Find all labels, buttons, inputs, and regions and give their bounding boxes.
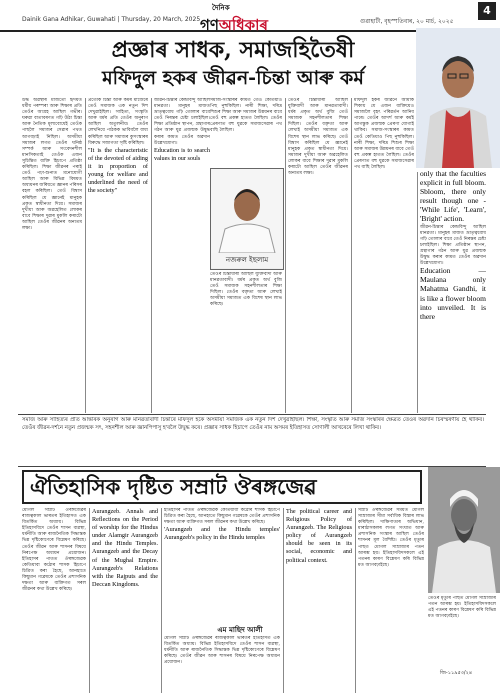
article2-headline: ঐতিহাসিক দৃষ্টিত সম্ৰাট ঔৰঙ্গজেৱ	[22, 470, 422, 504]
article1-col3-text: জীৱন-চিন্তাৰ কেন্দ্ৰবিন্দু আছিল মানৱতা। মানুহৰ মাজত ভ্ৰাতৃত্ববোধ গঢ়ি তোলাৰ বাবে তেওঁ নিৰন্তৰ চেষ্টা চলাইছিল। শিক্ষা প্ৰতিষ্ঠান স্থাপন, গ্ৰন্থাগাৰ গঠন আৰু যুৱ প্ৰজন্মক উদ্বুদ্ধ কৰাৰ কামত তেওঁৰ অৱদান উল্লেখযোগ্য।	[154, 98, 210, 146]
article1-headline	[28, 36, 438, 92]
column-divider	[161, 508, 162, 693]
article1-col4-bottom-text: তেওঁৰ চিন্তাধাৰা আছিল যুক্তিবাদী আৰু মানৱতাবাদী। ধৰ্মৰ প্ৰকৃত অৰ্থ বুজি তেওঁ সমাজক সহনশীলতাৰ শিক্ষা দিছিল। তেওঁৰ বক্তৃতা আৰু লেখাই অসমীয়া সমাজত এক বিশেষ স্থান লাভ কৰিছে।	[210, 272, 282, 308]
author-photo	[210, 168, 284, 270]
aurangzeb-portrait-illustration	[428, 467, 500, 593]
article1-col3-quote: Education is to search values in our souls	[154, 146, 210, 162]
article1-col5-text: তেওঁৰ চিন্তাধাৰা আছিল যুক্তিবাদী আৰু মানৱতাবাদী। ধৰ্মৰ প্ৰকৃত অৰ্থ বুজি তেওঁ সমাজক সহনশীলতাৰ শিক্ষা দিছিল। তেওঁৰ বক্তৃতা আৰু লেখাই অসমীয়া সমাজত এক বিশেষ স্থান লাভ কৰিছে।	[288, 98, 348, 140]
article2-col3-bottom-text: মোগল সম্ৰাট ঔৰঙ্গজেৱৰ ৰাজত্বকাল ভাৰতৰ ইতিহাসত এক বিতৰ্কিত অধ্যায়। বিভিন্ন ইতিহাসবিদে তেওঁৰ শাসন ব্যৱস্থা, ধৰ্মনীতি আৰু ৰাজনৈতিক সিদ্ধান্তক ভিন্ন দৃষ্টিকোণেৰে বিশ্লেষণ কৰিছে। তেওঁৰ জীৱন আৰু শাসনৰ বিষয়ে নিৰপেক্ষ অধ্যয়ন প্ৰয়োজন।	[164, 636, 280, 666]
masthead-date-line: Dainik Gana Adhikar, Guwahati | Thursday, 20 March, 2025	[22, 16, 201, 23]
article2-column-5	[358, 508, 424, 693]
column-divider	[89, 508, 90, 693]
person-photo-illustration	[416, 28, 500, 168]
article1-column-4-top	[210, 98, 282, 164]
article1-headline-line1: প্ৰজ্ঞাৰ সাধক, সমাজহিতৈষী	[111, 37, 355, 63]
page-number: 4	[478, 2, 496, 20]
article1-col7-text: জীৱন-চিন্তাৰ কেন্দ্ৰবিন্দু আছিল মানৱতা। মানুহৰ মাজত ভ্ৰাতৃত্ববোধ গঢ়ি তোলাৰ বাবে তেওঁ নিৰন্তৰ চেষ্টা চলাইছিল। শিক্ষা প্ৰতিষ্ঠান স্থাপন, গ্ৰন্থাগাৰ গঠন আৰু যুৱ প্ৰজন্মক উদ্বুদ্ধ কৰাৰ কামত তেওঁৰ অৱদান উল্লেখযোগ্য।	[420, 224, 486, 267]
article2-col1-text: মোগল সম্ৰাট ঔৰঙ্গজেৱৰ ৰাজত্বকাল ভাৰতৰ ইতিহাসত এক বিতৰ্কিত অধ্যায়। বিভিন্ন ইতিহাসবিদে তেওঁৰ শাসন ব্যৱস্থা, ধৰ্মনীতি আৰু ৰাজনৈতিক সিদ্ধান্তক ভিন্ন দৃষ্টিকোণেৰে বিশ্লেষণ কৰিছে। তেওঁৰ জীৱন আৰু শাসনৰ বিষয়ে নিৰপেক্ষ অধ্যয়ন প্ৰয়োজন।	[22, 508, 86, 556]
paper-name-part1: গণ	[200, 16, 219, 34]
article1-column-6	[354, 98, 414, 413]
article2-col3-text: ইতিহাসৰ পাতত ঔৰঙ্গজেৱক কেতিয়াবা কঠোৰ শাসক হিচাপে চিত্ৰিত কৰা হৈছে, আনহাতে কিছুমান গৱেষকে তেওঁৰ প্ৰশাসনিক দক্ষতা আৰু ব্যক্তিগত সৰল জীৱনৰ কথা উল্লেখ কৰিছে।	[164, 508, 280, 526]
column-divider	[351, 98, 352, 413]
aurangzeb-portrait	[428, 467, 500, 593]
article2-col5-text-b: তেওঁৰ মৃত্যুৰ পাছত মোগল সাম্ৰাজ্যৰ পতন আৰম্ভ হয়। ইতিহাসবিদসকলে এই পতনৰ কাৰণ বিশ্লেষণ কৰি বিভিন্ন মত আগবঢ়াইছে।	[358, 538, 424, 568]
column-divider	[151, 98, 152, 413]
article2-col2-text: Aurangzeb. Annals and Reflections on the Period of worship for the Hindus under Alamgir Aurangzeb and the Hindu Temples. Aurangzeb and the Decay of the Mughal Empire. Aurangzeb's Relations with the Rajputs and the Deccan Kingdoms.	[92, 508, 158, 588]
article1-headline-line2: মফিদুল হকৰ জীৱন-চিন্তা আৰু কৰ্ম	[102, 67, 364, 89]
article1-col1-text-b: তেওঁ বিশ্বাস কৰিছিল যে জ্ঞানেই মানুহক প্ৰকৃত স্বাধীনতা দিয়ে। সমাজৰ দুখীয়া আৰু অৱহেলিত লোকৰ বাবে শিক্ষাৰ দুৱাৰ মুকলি কৰাটো আছিল তেওঁৰ জীৱনৰ অন্যতম লক্ষ্য।	[22, 189, 82, 231]
article1-col6-text-b: সমাজ-সংস্কাৰৰ কামত তেওঁ কেতিয়াও পিছ নুহুকিছিল। নাৰী শিক্ষা, দৰিদ্ৰ শিশুৰ শিক্ষা আৰু সমাজৰ উন্নয়নৰ বাবে তেওঁ বহু প্ৰকল্প হাতত লৈছিল। তেওঁৰ প্ৰেৰণাত বহু যুৱকে সমাজসেৱাৰ পথ বাছি লৈছিল।	[354, 128, 414, 171]
article1-column-3	[154, 98, 210, 413]
section-divider	[18, 414, 486, 415]
author-caption: নজৰুল ইছলাম	[211, 253, 283, 268]
column-divider	[283, 508, 284, 693]
article2-col6-text: তেওঁৰ মৃত্যুৰ পাছত মোগল সাম্ৰাজ্যৰ পতন আৰম্ভ হয়। ইতিহাসবিদসকলে এই পতনৰ কাৰণ বিশ্লেষণ কৰি বিভিন্ন মত আগবঢ়াইছে।	[428, 596, 496, 620]
article1-col6-text: মফিদুল হকৰ জীৱনে আমাক শিকায় যে এজন ব্যক্তিয়েও সমাজলৈ বৃহৎ পৰিৱৰ্তন আনিব পাৰে। তেওঁৰ আদৰ্শ আৰু কৰ্মই আগন্তুক প্ৰজন্মক প্ৰেৰণা যোগাই থাকিব।	[354, 98, 414, 134]
article1-col1-text: উৰ্দ্ধ অৱস্থাৰ মাজতো হৃদয়ত ধৰ্মীয় পৰম্পৰা আৰু শিক্ষাৰ প্ৰতি তেওঁৰ আগ্ৰহ আছিল গভীৰ। ঘৰুৱা বাতাবৰণত গঢ়ি উঠা চিন্তা আৰু নৈতিক মূল্যবোধেই তেওঁক পাছলৈ সমাজৰ সেৱাৰ পথত আগবঢ়াই নিছিল। অসমীয়া সমাজৰ লগত তেওঁৰ ঘনিষ্ঠ সম্পৰ্ক আৰু সংবেদনশীল মানসিকতাই তেওঁক এজন সুচিন্তিত ব্যক্তি হিচাপে প্ৰতিষ্ঠা কৰিছিল। শিক্ষা জীৱনৰ পৰাই তেওঁ পঢ়া-শুনাত মনোযোগী আছিল আৰু বিভিন্ন বিষয়ত অধ্যয়নৰ জৰিয়তে জ্ঞানৰ পৰিসৰ বহল কৰিছিল।	[22, 98, 82, 195]
person-photo	[416, 28, 500, 168]
article1-column-2	[88, 98, 148, 413]
article1-summary: সমাজ আৰু সাহিত্যৰ প্ৰতি আন্তৰিক অনুৰাগ আৰু মানৱতাবাদী চিন্তাৰে মফিদুল হকে অসমীয়া সমাজক এক নতুন দিশ দেখুৱাইছিল। শিক্ষা, সংস্কৃতি আৰু সমাজ সংস্কাৰৰ ক্ষেত্ৰত তেওঁৰ অৱদান চিৰস্মৰণীয় হৈ থাকিব। তেওঁৰ জীৱন-দৰ্শনে নতুন প্ৰজন্মক সৎ, সহনশীল আৰু জ্ঞানপিপাসু হ'বলৈ উদ্বুদ্ধ কৰে। প্ৰজ্ঞাৰ সাধক হিচাপে তেওঁৰ নাম অসমৰ ইতিহাসত সোণালী আখৰেৰে লিখা থাকিব।	[22, 417, 484, 431]
author-photo-illustration	[211, 169, 283, 253]
article2-column-4	[286, 508, 352, 693]
article1-col2-text: প্ৰত্যেক চিন্তা আৰু কৰ্মৰ মাজেৰে তেওঁ সমাজক এক নতুন দিশ দেখুৱাইছিল। সাহিত্য, সংস্কৃতি আৰু ধৰ্মৰ প্ৰতি তেওঁৰ অনুৰাগ আছিল অতুলনীয়। তেওঁৰ লেখনিয়ে পাঠকক ভাবিবলৈ বাধ্য কৰিছিল আৰু সমাজৰ কুসংস্কাৰৰ বিৰুদ্ধে সজাগতা সৃষ্টি কৰিছিল।	[88, 98, 148, 146]
article2-column-6	[428, 596, 496, 666]
article1-col2-quote: "It is the characteristic of the devoted of aiding it in proportion of young for welfare and underlined the need of the society"	[88, 146, 148, 195]
article1-col7-quote2: Education — Maulana only Mahatma Gandhi, it is like a flower bloom into unveiled. It is there	[420, 266, 486, 321]
article1-col5-text-b: তেওঁ বিশ্বাস কৰিছিল যে জ্ঞানেই মানুহক প্ৰকৃত স্বাধীনতা দিয়ে। সমাজৰ দুখীয়া আৰু অৱহেলিত লোকৰ বাবে শিক্ষাৰ দুৱাৰ মুকলি কৰাটো আছিল তেওঁৰ জীৱনৰ অন্যতম লক্ষ্য।	[288, 134, 348, 177]
article2-author: এম মাছিদ আলী	[217, 626, 263, 634]
article1-column-1	[22, 98, 82, 413]
article2-column-1	[22, 508, 86, 693]
column-divider	[285, 98, 286, 413]
article2-column-2	[92, 508, 158, 693]
article2-col3-quote: 'Aurangzeb and the Hindu temples' Aurangzeb's policy in the Hindu temples	[164, 526, 280, 542]
article1-col7-quote: only that the faculties explicit in full bloom. Sbloom, there only result though one - 'While Life', 'Learn', 'Bright' action.	[420, 170, 486, 224]
article1-column-4-bottom	[210, 272, 282, 413]
article2-col1-text-b: ইতিহাসৰ পাতত ঔৰঙ্গজেৱক কেতিয়াবা কঠোৰ শাসক হিচাপে চিত্ৰিত কৰা হৈছে, আনহাতে কিছুমান গৱেষকে তেওঁৰ প্ৰশাসনিক দক্ষতা আৰু ব্যক্তিগত সৰল জীৱনৰ কথা উল্লেখ কৰিছে।	[22, 556, 86, 593]
column-divider	[355, 508, 356, 693]
article2-column-3-bottom	[164, 636, 280, 693]
article1-column-5	[288, 98, 348, 413]
paper-name-part2: অধিকাৰ	[218, 16, 268, 34]
article1-col4-text: সমাজ-সংস্কাৰৰ কামত তেওঁ কেতিয়াও পিছ নুহুকিছিল। নাৰী শিক্ষা, দৰিদ্ৰ শিশুৰ শিক্ষা আৰু সমাজৰ উন্নয়নৰ বাবে তেওঁ বহু প্ৰকল্প হাতত লৈছিল। তেওঁৰ প্ৰেৰণাত বহু যুৱকে সমাজসেৱাৰ পথ বাছি লৈছিল।	[210, 98, 282, 134]
article2-col4-text: The political career and Religious Policy of Aurangzeb. The Religious policy of Aurangzeb should be seen in its social, economic and political context.	[286, 508, 352, 564]
section-divider	[18, 466, 486, 467]
column-divider	[85, 98, 86, 413]
paper-logo	[200, 2, 268, 39]
column-divider	[417, 172, 418, 413]
article2-col5-text: সম্ৰাট ঔৰঙ্গজেৱৰ সময়ত মোগল সাম্ৰাজ্যৰ সীমা সৰ্বাধিক বিস্তাৰ লাভ কৰিছিল। দাক্ষিণাত্যৰ অভিযান, মাৰাঠাসকলৰ লগত সংঘাত আৰু প্ৰশাসনিক সংস্কাৰ আছিল তেওঁৰ শাসনৰ মূল বৈশিষ্ট্য।	[358, 508, 424, 544]
footer-code: জি-১১৯৫৩/২৪	[440, 670, 473, 676]
article1-column-7	[420, 170, 486, 413]
masthead-date-right: গুৱাহাটী, বৃহস্পতিবাৰ, ২০ মাৰ্চ, ২০২৫	[360, 18, 454, 25]
article2-column-3	[164, 508, 280, 620]
paper-daily-label: দৈনিক	[212, 3, 230, 12]
